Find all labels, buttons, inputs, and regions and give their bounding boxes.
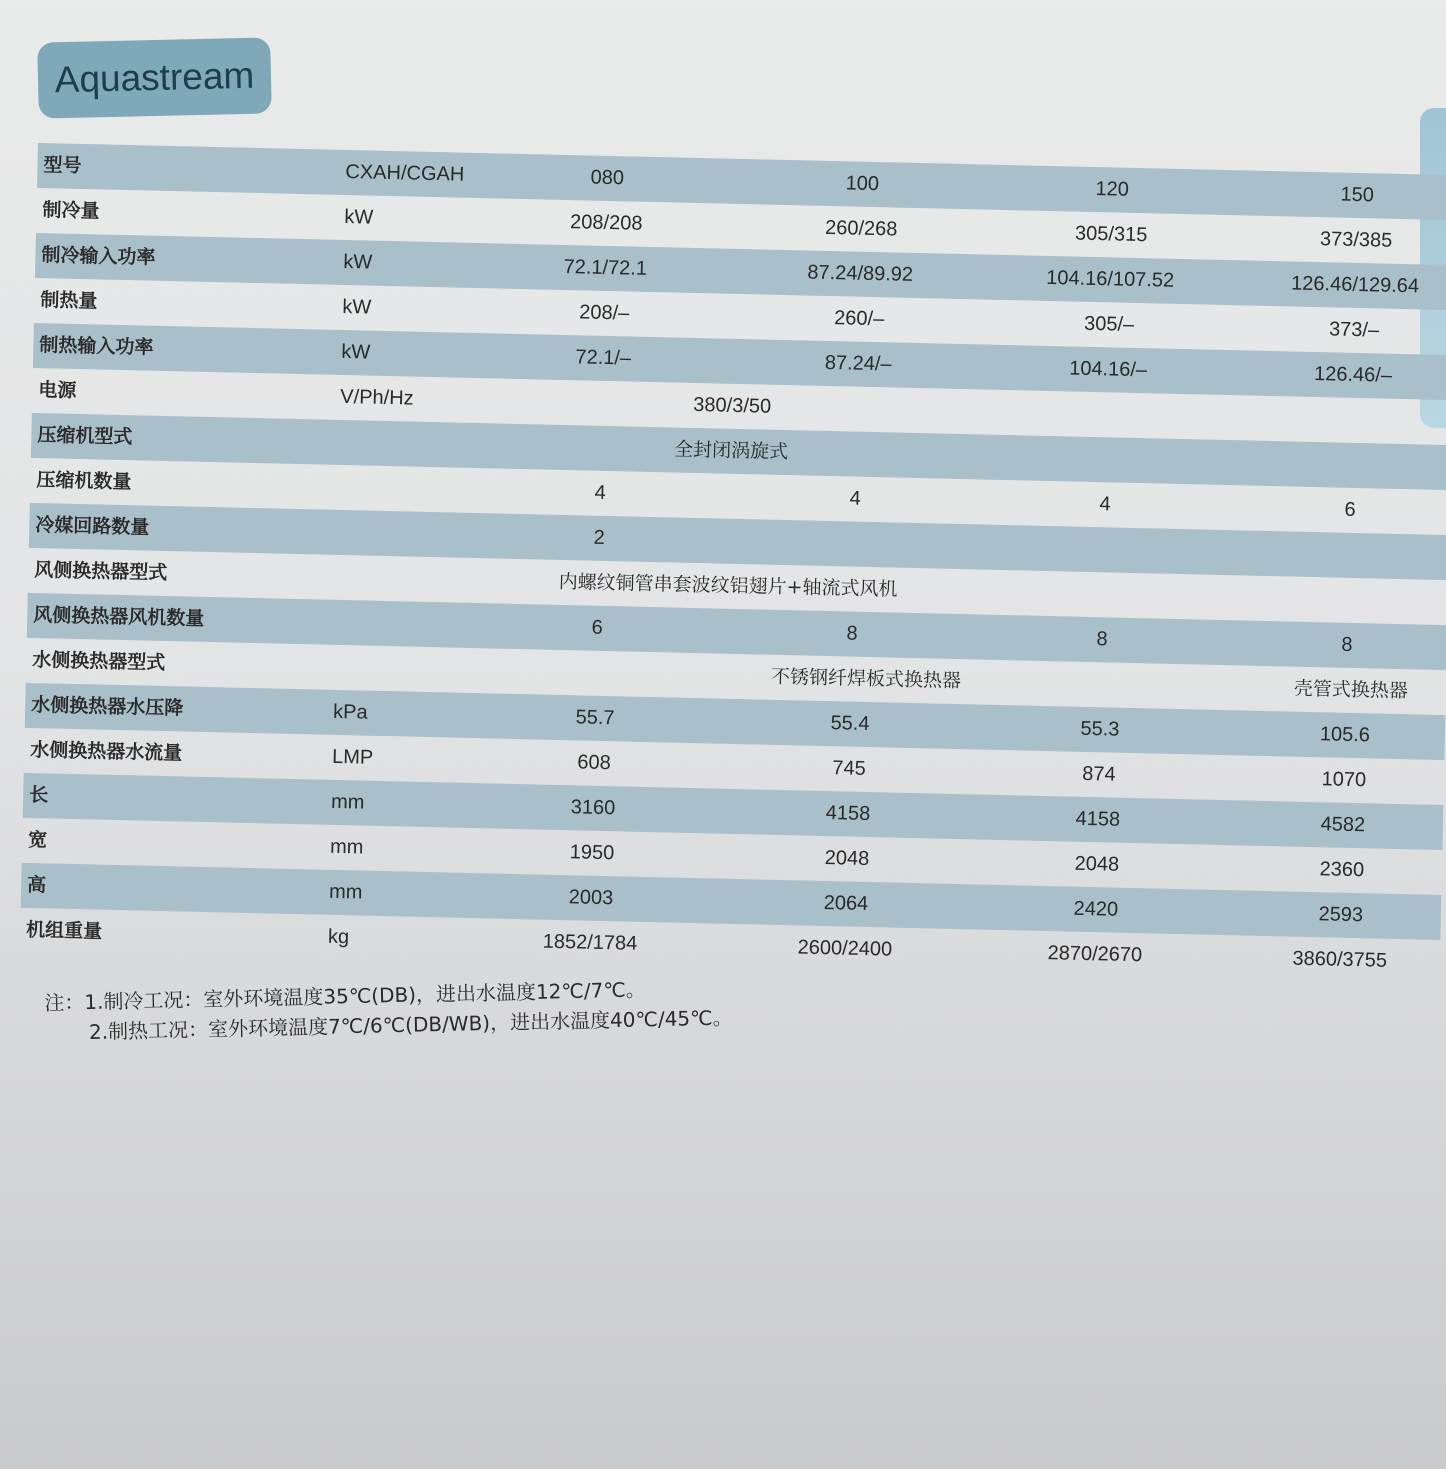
row-label: 制热量 xyxy=(40,289,98,313)
row-value: 8 xyxy=(1341,633,1353,656)
brand-title: Aquastream xyxy=(37,37,272,118)
row-value: 3860/3755 xyxy=(1292,947,1388,972)
row-value: 2048 xyxy=(1074,852,1120,876)
row-label: 制冷输入功率 xyxy=(41,244,156,269)
row-value: 305/315 xyxy=(1074,222,1148,247)
row-label: 风侧换热器风机数量 xyxy=(33,604,205,630)
row-value: 208/208 xyxy=(569,211,643,235)
row-value: 87.24/– xyxy=(824,351,892,376)
row-value: 080 xyxy=(590,166,625,190)
footnote-line: 注：1.制冷工况：室外环境温度35℃(DB)，进出水温度12℃/7℃。 xyxy=(44,977,647,1015)
row-label: 水侧换热器水流量 xyxy=(29,738,183,765)
row-value: 1950 xyxy=(569,841,615,865)
row-value: 4582 xyxy=(1320,813,1366,837)
row-value: 104.16/– xyxy=(1068,357,1148,382)
row-value: 120 xyxy=(1095,178,1130,201)
row-unit: mm xyxy=(328,880,363,904)
row-value: 2064 xyxy=(823,892,869,916)
row-value: 874 xyxy=(1082,762,1116,786)
row-value: 104.16/107.52 xyxy=(1045,266,1175,292)
row-value: 1070 xyxy=(1321,768,1367,792)
row-unit: CXAH/CGAH xyxy=(345,160,465,186)
spec-table xyxy=(20,143,1446,985)
row-value: 72.1/– xyxy=(575,346,632,370)
row-value: 6 xyxy=(1344,498,1356,521)
row-value: 260/– xyxy=(833,307,885,331)
row-value: 126.46/129.64 xyxy=(1290,272,1420,298)
row-label: 压缩机数量 xyxy=(36,469,132,494)
row-value: 2003 xyxy=(568,886,614,910)
row-label: 压缩机型式 xyxy=(37,424,133,449)
row-label: 高 xyxy=(26,873,47,897)
row-label: 水侧换热器型式 xyxy=(32,649,166,675)
row-value: 1852/1784 xyxy=(542,930,638,955)
row-label: 机组重量 xyxy=(25,918,103,943)
row-value: 4 xyxy=(849,487,861,510)
row-unit: kW xyxy=(341,340,371,364)
row-unit: kW xyxy=(342,295,372,319)
row-value: 8 xyxy=(1096,628,1108,651)
row-value: 3160 xyxy=(570,796,616,820)
row-label: 电源 xyxy=(38,379,77,402)
row-span-value: 全封闭涡旋式 xyxy=(673,438,789,464)
row-span-value: 内螺纹铜管串套波纹铝翅片+轴流式风机 xyxy=(558,570,898,601)
row-value: 105.6 xyxy=(1319,723,1371,747)
row-label: 宽 xyxy=(27,828,48,852)
row-value: 2 xyxy=(593,526,605,549)
row-unit: V/Ph/Hz xyxy=(340,385,414,410)
row-unit: kg xyxy=(327,925,350,949)
row-value: 373/385 xyxy=(1319,228,1393,252)
row-unit: LMP xyxy=(331,745,374,769)
row-value: 4158 xyxy=(1075,807,1121,831)
row-value: 4158 xyxy=(825,802,871,826)
row-value: 100 xyxy=(845,172,880,196)
row-value: 2600/2400 xyxy=(797,936,893,961)
row-span-value: 不锈钢纤焊板式换热器 xyxy=(770,665,962,693)
row-label: 风侧换热器型式 xyxy=(34,559,168,585)
row-value: 55.7 xyxy=(575,706,615,730)
row-label: 冷媒回路数量 xyxy=(35,514,150,539)
row-unit: kW xyxy=(344,205,374,229)
row-value: 126.46/– xyxy=(1313,363,1393,387)
row-value: 373/– xyxy=(1328,318,1380,342)
row-value: 72.1/72.1 xyxy=(563,255,648,280)
row-label: 制热输入功率 xyxy=(39,334,154,359)
row-value: 208/– xyxy=(579,301,630,325)
row-value: 2360 xyxy=(1319,858,1365,882)
row-value: 2048 xyxy=(824,847,870,871)
row-unit: kPa xyxy=(332,700,368,724)
row-value: 2870/2670 xyxy=(1047,942,1143,967)
row-value: 150 xyxy=(1340,183,1375,207)
row-value: 壳管式换热器 xyxy=(1293,677,1409,703)
row-label: 长 xyxy=(28,783,49,807)
row-value: 8 xyxy=(846,622,858,645)
row-value: 745 xyxy=(832,757,866,780)
row-label: 型号 xyxy=(43,154,82,177)
row-unit: kW xyxy=(343,250,373,274)
row-span-value: 380/3/50 xyxy=(693,393,772,418)
row-value: 260/268 xyxy=(824,216,898,241)
row-unit: mm xyxy=(329,835,364,859)
row-value: 2420 xyxy=(1073,897,1119,921)
row-value: 55.4 xyxy=(830,712,870,736)
row-label: 制冷量 xyxy=(42,199,100,223)
row-unit: mm xyxy=(330,790,365,814)
row-value: 4 xyxy=(594,481,607,504)
row-value: 2593 xyxy=(1318,903,1364,927)
row-value: 55.3 xyxy=(1080,717,1120,741)
row-value: 6 xyxy=(591,616,603,639)
row-value: 4 xyxy=(1099,493,1111,516)
footnote-line: 2.制热工况：室外环境温度7℃/6℃(DB/WB)，进出水温度40℃/45℃。 xyxy=(88,1005,733,1044)
row-value: 305/– xyxy=(1083,312,1135,336)
row-label: 水侧换热器水压降 xyxy=(30,693,184,720)
row-value: 608 xyxy=(577,751,612,775)
footnotes xyxy=(44,972,733,1048)
row-value: 87.24/89.92 xyxy=(807,261,914,286)
